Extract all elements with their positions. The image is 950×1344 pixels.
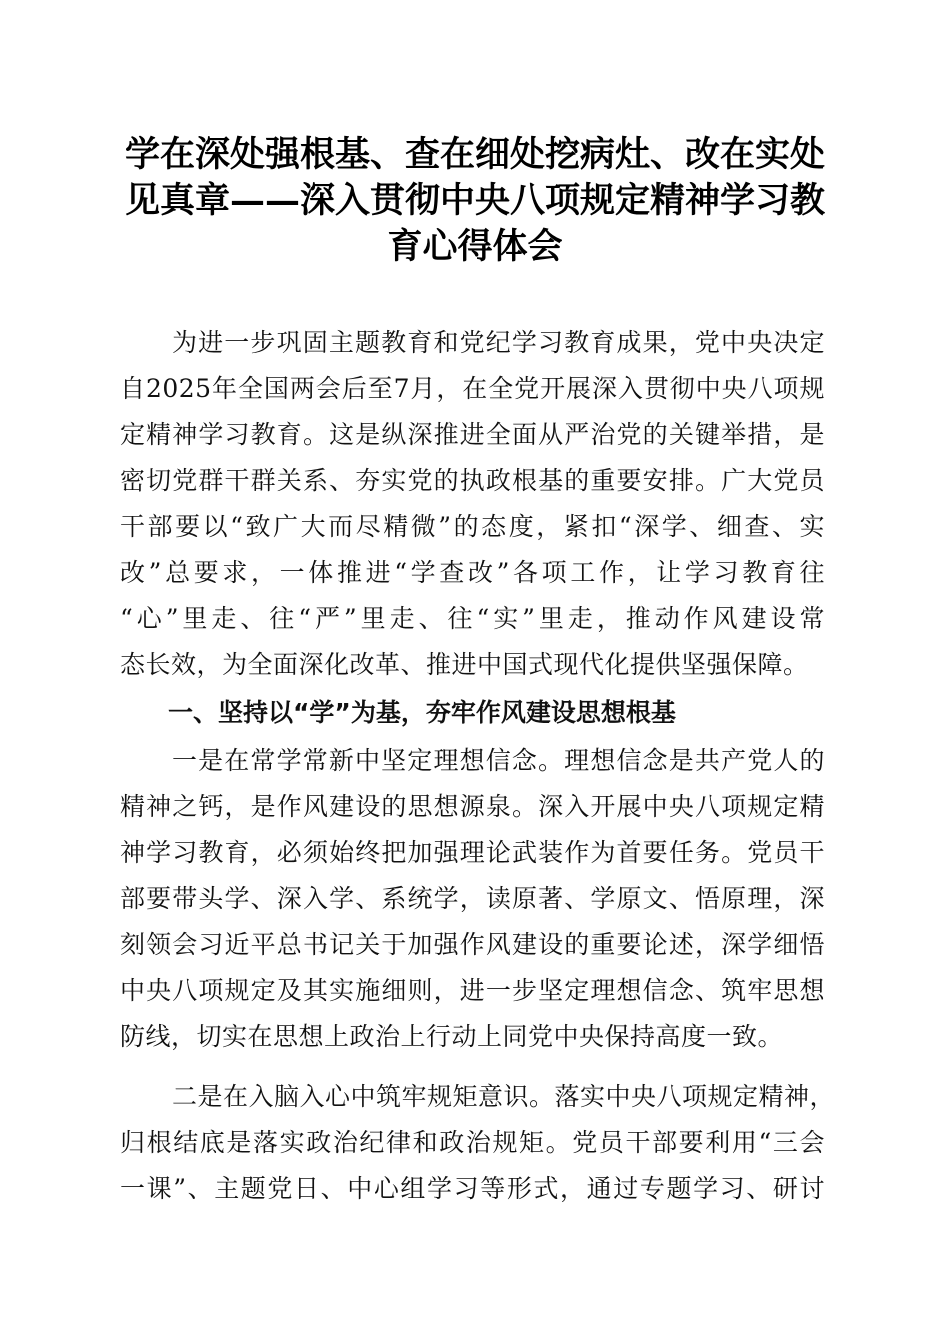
- para1-line-2: 精神之钙，是作风建设的思想源泉。深入开展中央八项规定精: [120, 792, 825, 821]
- para1-line-7: 防线，切实在思想上政治上行动上同党中央保持高度一致。: [120, 1022, 784, 1051]
- intro-line-8: 态长效，为全面深化改革、推进中国式现代化提供坚强保障。: [120, 650, 809, 679]
- para1-line-3: 神学习教育，必须始终把加强理论武装作为首要任务。党员干: [120, 838, 825, 867]
- para1-line-1: 一是在常学常新中坚定理想信念。理想信念是共产党人的: [172, 746, 825, 775]
- intro-line-4: 密切党群干群关系、夯实党的执政根基的重要安排。广大党员: [120, 466, 825, 495]
- paragraph-1: [120, 738, 825, 1060]
- title-line-1: 学在深处强根基、查在细处挖病灶、改在实处: [124, 134, 825, 175]
- para2-line-1: 二是在入脑入心中筑牢规矩意识。落实中央八项规定精神，: [172, 1082, 836, 1111]
- document-title: [110, 132, 840, 270]
- intro-line-5: 干部要以“致广大而尽精微”的态度，紧扣“深学、细查、实: [120, 512, 825, 541]
- para2-line-3: 一课”、主题党日、中心组学习等形式，通过专题学习、研讨: [120, 1174, 825, 1203]
- paragraph-gap: [120, 1060, 825, 1074]
- title-line-2: 见真章——深入贯彻中央八项规定精神学习教: [124, 180, 825, 221]
- paragraph-2: [120, 1074, 836, 1212]
- para1-line-4: 部要带头学、深入学、系统学，读原著、学原文、悟原理，深: [120, 884, 825, 913]
- intro-paragraph: [120, 320, 825, 688]
- intro-line-3: 定精神学习教育。这是纵深推进全面从严治党的关键举措，是: [120, 420, 825, 449]
- document-body: [120, 320, 836, 1212]
- title-line-3: 育心得体会: [387, 226, 563, 267]
- para1-line-5: 刻领会习近平总书记关于加强作风建设的重要论述，深学细悟: [120, 930, 825, 959]
- section-heading-1: 一、坚持以“学”为基，夯牢作风建设思想根基: [168, 698, 676, 727]
- para2-line-2: 归根结底是落实政治纪律和政治规矩。党员干部要利用“三会: [120, 1128, 825, 1157]
- intro-line-1: 为进一步巩固主题教育和党纪学习教育成果，党中央决定: [172, 328, 825, 357]
- intro-line-2: 自2025年全国两会后至7月，在全党开展深入贯彻中央八项规: [120, 374, 825, 403]
- intro-line-7: “心”里走、往“严”里走、往“实”里走，推动作风建设常: [120, 604, 825, 633]
- para1-line-6: 中央八项规定及其实施细则，进一步坚定理想信念、筑牢思想: [120, 976, 825, 1005]
- intro-line-6: 改”总要求，一体推进“学查改”各项工作，让学习教育往: [120, 558, 825, 587]
